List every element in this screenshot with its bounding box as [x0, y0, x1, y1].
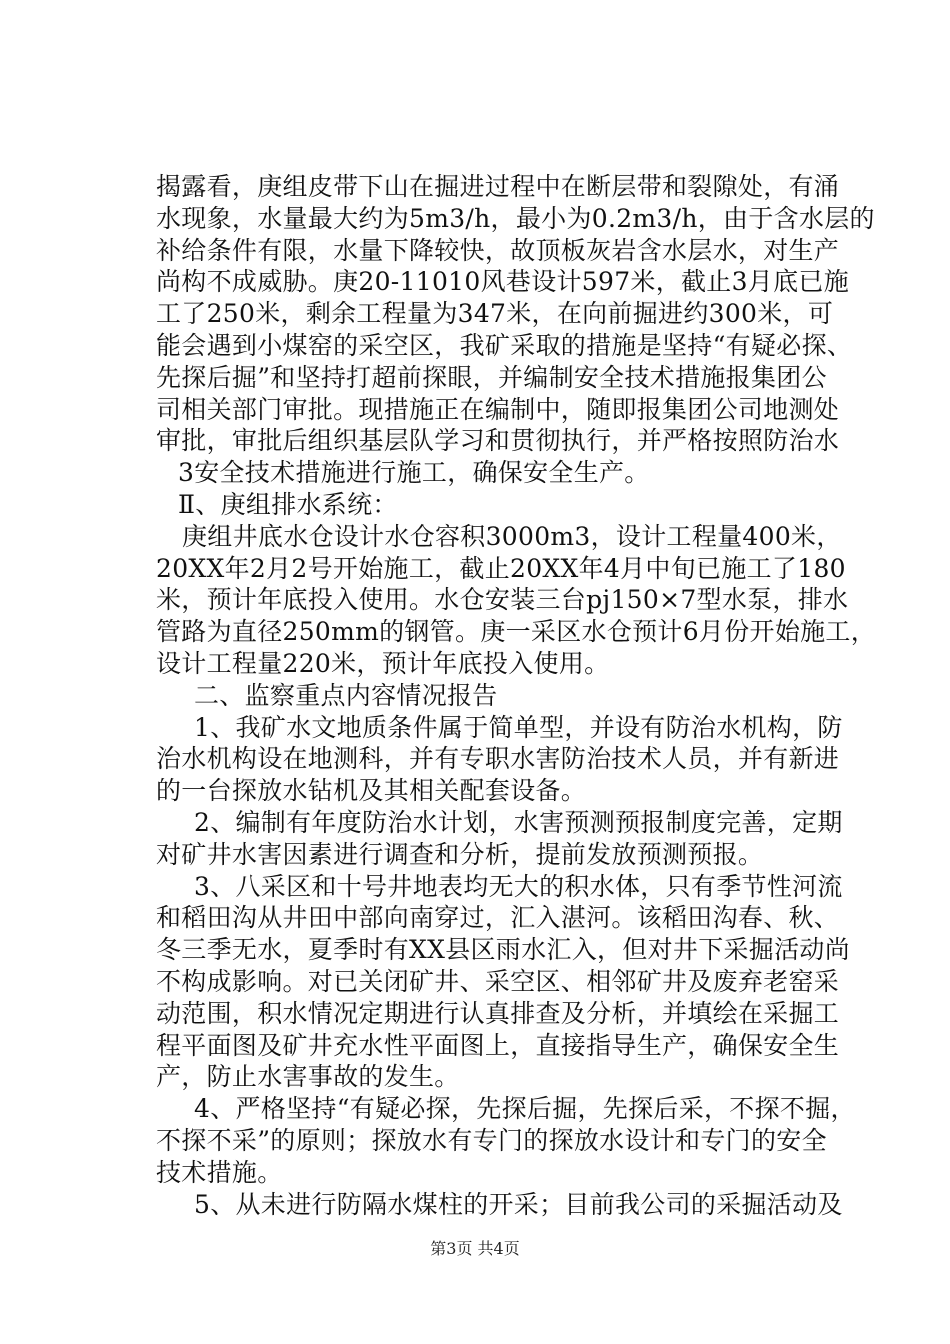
section-heading: Ⅱ、庚组排水系统：: [178, 489, 398, 519]
text-line: 管路为直径250mm的钢管。庚一采区水仓预计6月份开始施工，: [156, 617, 877, 647]
text-line: 1、我矿水文地质条件属于简单型，并设有防治水机构，防: [194, 712, 843, 742]
text-line: 产，防止水害事故的发生。: [156, 1062, 460, 1092]
text-line: 设计工程量220米，预计年底投入使用。: [156, 648, 610, 678]
text-line: 和稻田沟从井田中部向南穿过，汇入湛河。该稻田沟春、秋、: [156, 903, 840, 933]
page-number-footer: 第3页 共4页: [430, 1239, 520, 1258]
text-line: 3、八采区和十号井地表均无大的积水体，只有季节性河流: [194, 871, 843, 901]
text-line: 动范围，积水情况定期进行认真排查及分析，并填绘在采掘工: [156, 998, 840, 1028]
text-line: 能会遇到小煤窑的采空区，我矿采取的措施是坚持“有疑必探、: [156, 330, 853, 360]
text-line: 不构成影响。对已关闭矿井、采空区、相邻矿井及废弃老窑采: [156, 966, 840, 996]
text-line: 不探不采”的原则；探放水有专门的探放水设计和专门的安全: [156, 1125, 827, 1155]
text-line: 补给条件有限，水量下降较快，故顶板灰岩含水层水，对生产: [156, 235, 840, 265]
text-line: 揭露看，庚组皮带下山在掘进过程中在断层带和裂隙处，有涌: [156, 172, 840, 201]
text-line: 的一台探放水钻机及其相关配套设备。: [156, 776, 587, 806]
text-line: 5、从未进行防隔水煤柱的开采；目前我公司的采掘活动及: [194, 1189, 843, 1219]
text-line: 冬三季无水，夏季时有XX县区雨水汇入，但对井下采掘活动尚: [156, 935, 850, 965]
text-line: 治水机构设在地测科，并有专职水害防治技术人员，并有新进: [156, 744, 840, 774]
text-line: 尚构不成威胁。庚20-11010风巷设计597米，截止3月底已施: [156, 267, 850, 297]
section-heading: 二、监察重点内容情况报告: [194, 680, 498, 710]
text-line: 庚组井底水仓设计水仓容积3000m3，设计工程量400米，: [182, 521, 842, 551]
text-line: 程平面图及矿井充水性平面图上，直接指导生产，确保安全生: [156, 1030, 840, 1060]
text-line: 水现象，水量最大约为5m3/h，最小为0.2m3/h，由于含水层的: [156, 203, 875, 233]
text-line: 2、编制有年度防治水计划，水害预测预报制度完善，定期: [194, 807, 843, 837]
text-line: 技术措施。: [156, 1157, 283, 1187]
text-line: 对矿井水害因素进行调查和分析，提前发放预测预报。: [156, 839, 764, 869]
text-line: 米，预计年底投入使用。水仓安装三台pj150×7型水泵，排水: [156, 585, 849, 615]
text-line: 3安全技术措施进行施工，确保安全生产。: [178, 458, 650, 488]
text-line: 司相关部门审批。现措施正在编制中，随即报集团公司地测处: [156, 394, 840, 424]
text-line: 审批，审批后组织基层队学习和贯彻执行，并严格按照防治水: [156, 426, 840, 456]
document-body: [156, 171, 877, 1220]
text-line: 先探后掘”和坚持打超前探眼，并编制安全技术措施报集团公: [156, 362, 827, 392]
text-line: 4、严格坚持“有疑必探，先探后掘，先探后采，不探不掘，: [194, 1094, 856, 1124]
text-line: 20XX年2月2号开始施工，截止20XX年4月中旬已施工了180: [156, 553, 846, 583]
text-line: 工了250米，剩余工程量为347米，在向前掘进约300米，可: [156, 299, 834, 329]
